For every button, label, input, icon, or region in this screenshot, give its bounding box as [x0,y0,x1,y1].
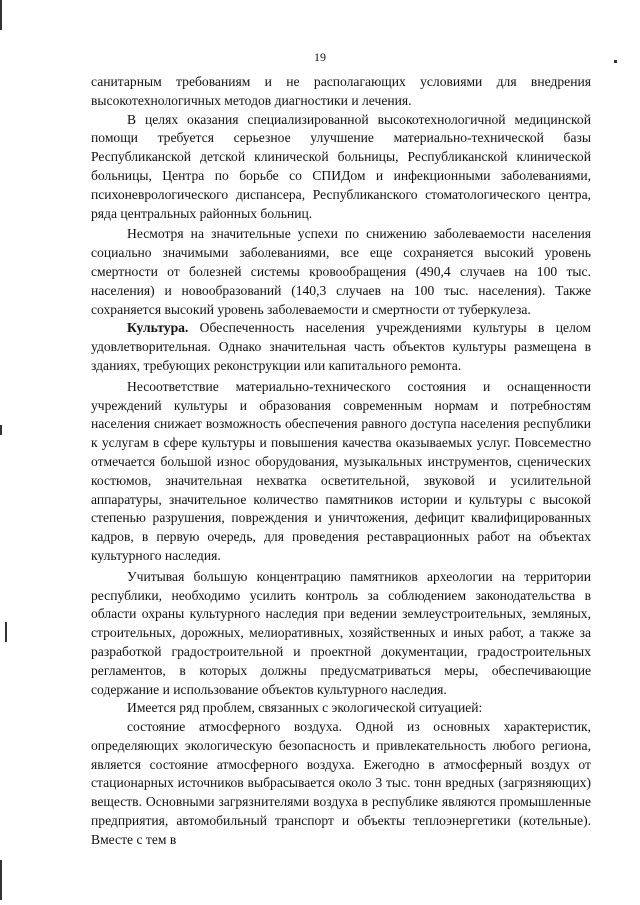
scan-artifact-top-left [0,0,2,30]
scan-artifact-top-right [614,60,617,63]
paragraph-2: В целях оказания специализированной высокотехнологичной медицинской помощи требуется серьезное улучшение материально-технической базы Республиканской детской клинической больницы, Республиканской клинической больницы, Центра по борьбе со СПИДом и инфекционными заболеваниями, психоневрологического диспансера, Республиканского стоматологического центра, ряда центральных районных больниц. [91,111,591,221]
paragraph-1: санитарным требованиям и не располагающих условиями для внедрения высокотехнологичных методов диагностики и лечения. [91,74,591,108]
page-number: 19 [314,50,326,64]
paragraph-6: Учитывая большую концентрацию памятников археологии на территории республики, необходимо усилить контроль за соблюдением законодательства в области охраны культурного наследия при ведении землеустроительных, земляных, строительных, дорожных, мелиоративных, хозяйственных и иных работ, а также за разработкой градостроительной и проектной документации, градостроительных регламентов, в которых должны предусматриваться меры, обеспечивающие содержание и использование объектов культурного наследия. [91,568,591,697]
paragraph-culture-text: Обеспеченность населения учреждениями культуры в целом удовлетворительная. Однако значительная часть объектов культуры размещена в зданиях, требующих реконструкции или капитального ремонта. [91,320,591,373]
section-heading-culture: Культура. [127,320,189,336]
document-body [91,73,591,850]
scan-artifact-left-2 [5,622,7,642]
paragraph-3: Несмотря на значительные успехи по снижению заболеваемости населения социально значимыми заболеваниями, все еще сохраняется высокий уровень смертности от болезней системы кровообращения (490,4 случаев на 100 тыс. населения) и новообразований (140,3 случаев на 100 тыс. населения). Также сохраняется высокий уровень заболеваемости и смертности от туберкулеза. [91,226,591,317]
paragraph-5: Несоответствие материально-технического состояния и оснащенности учреждений культуры и образования современным нормам и потребностям населения снижает возможность обеспечения равного доступа населения республики к услугам в сфере культуры и повышения качества оказываемых услуг. Повсеместно отмечается большой износ оборудования, музыкальных инструментов, сценических костюмов, значительная нехватка осветительной, звуковой и усилительной аппаратуры, значительное количество памятников истории и культуры с высокой степенью разрушения, повреждения и уничтожения, дефицит квалифицированных кадров, в первую очередь, для проведения реставрационных работ на объектах культурного наследия. [91,378,591,563]
paragraph-culture [91,319,591,375]
scan-artifact-left-1 [0,425,2,435]
scan-artifact-left-3 [0,860,2,900]
paragraph-8: состояние атмосферного воздуха. Одной из основных характеристик, определяющих экологическую безопасность и привлекательность любого региона, является состояние атмосферного воздуха. Ежегодно в атмосферный воздух от стационарных источников выбрасывается около 3 тыс. тонн вредных (загрязняющих) веществ. Основными загрязнителями воздуха в республике являются промышленные предприятия, автомобильный транспорт и объекты теплоэнергетики (котельные). Вместе с тем в [91,719,591,847]
paragraph-7: Имеется ряд проблем, связанных с экологической ситуацией: [127,700,483,716]
